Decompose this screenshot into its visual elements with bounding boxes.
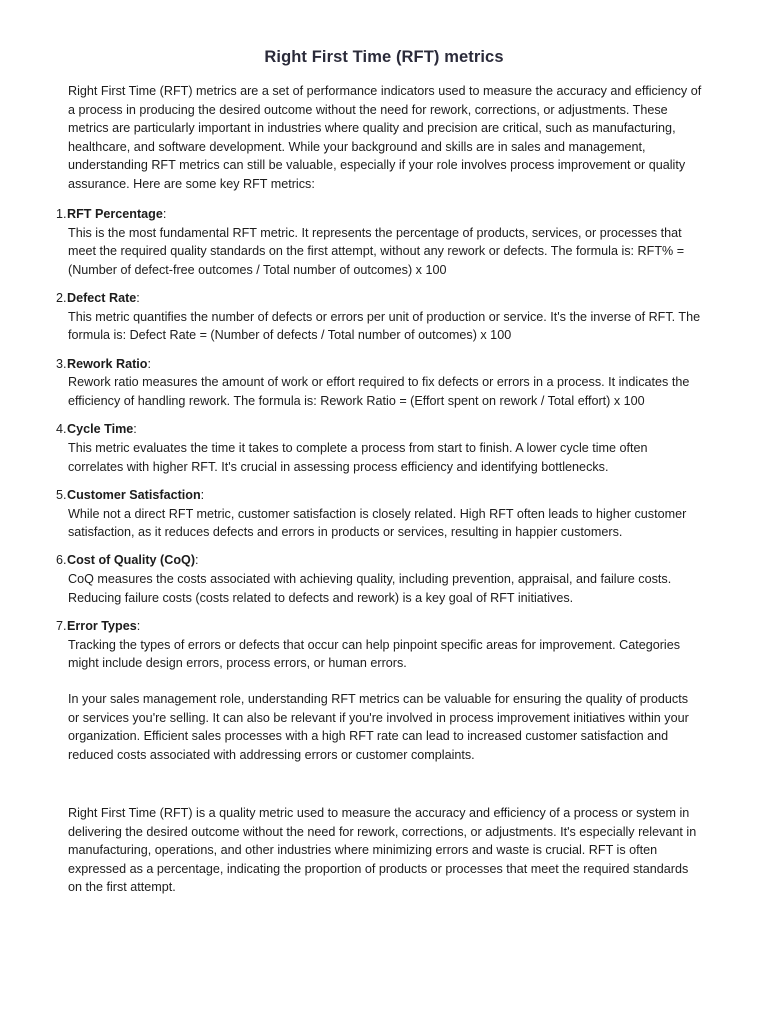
metric-label: Rework Ratio: [67, 356, 148, 371]
metric-description: This is the most fundamental RFT metric. It represents the percentage of products, services, or processes that meet the required quality standards on the first attempt, without any rework or defects. The formula is: RFT% = (Number of defect-free outcomes / Total number of outcomes) x 100: [68, 225, 685, 277]
metric-heading: [56, 486, 704, 505]
metric-description: This metric quantifies the number of defects or errors per unit of production or service. It's the inverse of RFT. The formula is: Defect Rate = (Number of defects / Total number of outcomes) x 100: [68, 309, 701, 343]
metric-label: Defect Rate: [67, 291, 137, 306]
metric-item-cost-of-quality: [56, 551, 704, 607]
metric-colon: :: [136, 291, 140, 306]
summary-paragraph: Right First Time (RFT) is a quality metric used to measure the accuracy and efficiency of a process or system in delivering the desired outcome without the need for rework, corrections, or adjustments. It's especially relevant in manufacturing, operations, and other industries where minimizing errors and waste is crucial. RFT is often expressed as a percentage, indicating the proportion of products or processes that meet the required standards on the first attempt.: [68, 806, 697, 895]
metric-label: Error Types: [67, 619, 137, 634]
metric-description: CoQ measures the costs associated with achieving quality, including prevention, appraisal, and failure costs. Reducing failure costs (costs related to defects and rework) is a key goal of RFT initiatives.: [68, 572, 672, 605]
metric-description: Tracking the types of errors or defects that occur can help pinpoint specific areas for improvement. Categories might include design errors, process errors, or human errors.: [68, 637, 681, 671]
intro-paragraph: Right First Time (RFT) metrics are a set of performance indicators used to measure the accuracy and efficiency of a process in producing the desired outcome without the need for rework, corrections, or adjustments. These metrics are particularly important in industries where quality and precision are critical, such as manufacturing, healthcare, and software development. While your background and skills are in sales and management, understanding RFT metrics can still be valuable, especially if your role involves process improvement or quality assurance. Here are some key RFT metrics:: [68, 84, 702, 191]
metric-colon: :: [133, 422, 137, 437]
metric-number: 1.: [56, 207, 67, 221]
metric-description: While not a direct RFT metric, customer satisfaction is closely related. High RFT often leads to higher customer satisfaction, as it reduces defects and errors in products or services, resulting in happier customers.: [68, 506, 687, 540]
metric-heading: [56, 617, 704, 636]
metric-number: 7.: [56, 619, 67, 634]
metric-heading: [56, 289, 704, 308]
metric-item-cycle-time: [56, 420, 704, 476]
metric-heading: [56, 355, 704, 374]
metric-number: 6.: [56, 553, 67, 568]
metric-label: RFT Percentage: [67, 207, 163, 221]
metric-colon: :: [147, 356, 151, 371]
metric-heading: [56, 205, 704, 224]
metric-item-customer-satisfaction: [56, 486, 704, 542]
metric-item-rework-ratio: [56, 355, 704, 411]
metric-item-error-types: [56, 617, 704, 673]
metric-label: Cycle Time: [67, 422, 134, 437]
metric-heading: [56, 420, 704, 439]
metric-colon: :: [195, 553, 199, 568]
metric-number: 4.: [56, 422, 67, 437]
metric-number: 2.: [56, 291, 67, 306]
metric-label: Customer Satisfaction: [67, 487, 201, 502]
metric-colon: :: [136, 619, 141, 634]
closing-paragraph: In your sales management role, understanding RFT metrics can be valuable for ensuring the quality of products or services you're selling. It can also be relevant if you're involved in process improvement initiatives within your organization. Efficient sales processes with a high RFT rate can lead to increased customer satisfaction and reduced costs associated with addressing errors or customer complaints.: [68, 692, 689, 762]
metric-item-rft-percentage: [56, 205, 704, 279]
metric-colon: :: [200, 487, 205, 502]
metric-description: Rework ratio measures the amount of work or effort required to fix defects or errors in a process. It indicates the efficiency of handling rework. The formula is: Rework Ratio = (Effort spent on rework / Total effort) x 100: [68, 375, 690, 408]
metric-colon: :: [162, 207, 167, 221]
metric-item-defect-rate: [56, 289, 704, 345]
metric-heading: [56, 551, 704, 570]
document-title: Right First Time (RFT) metrics: [264, 48, 504, 66]
metric-label: Cost of Quality (CoQ): [67, 553, 196, 568]
metric-description: This metric evaluates the time it takes to complete a process from start to finish. A lower cycle time often correlates with higher RFT. It's crucial in assessing process efficiency and identifying bottlenecks.: [68, 440, 648, 474]
metric-number: 3.: [56, 356, 67, 371]
metric-number: 5.: [56, 487, 67, 502]
metrics-list: [56, 205, 704, 683]
